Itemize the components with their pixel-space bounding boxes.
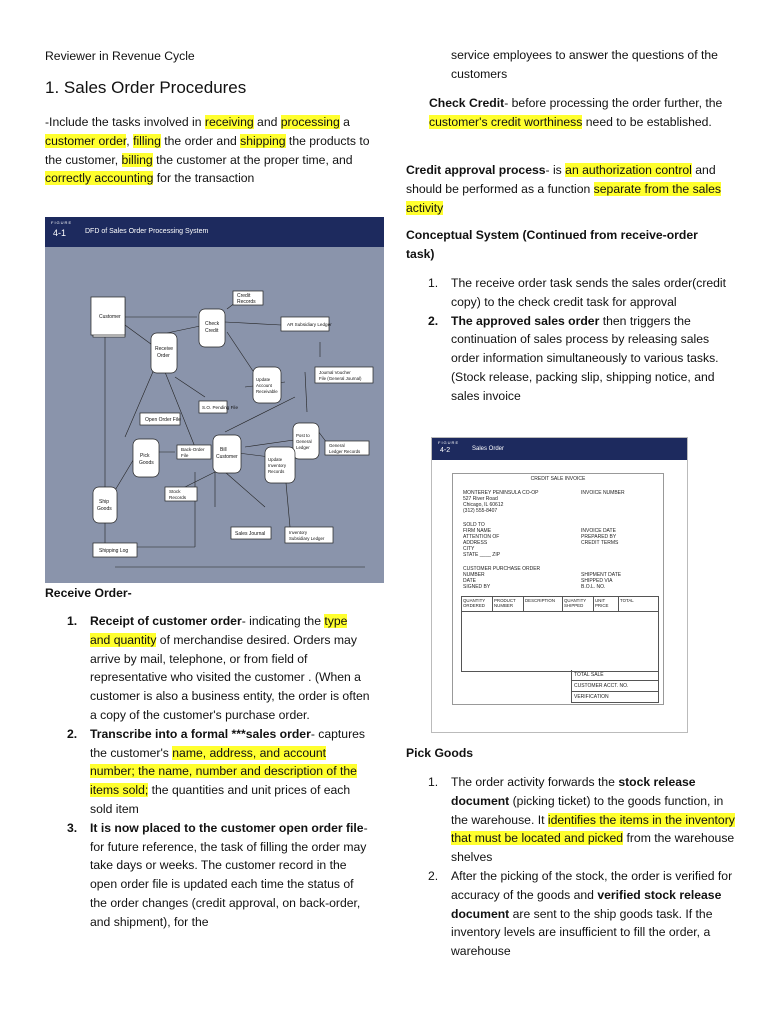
node-pick-goods-2: Goods <box>139 460 154 466</box>
company-street: 527 River Road <box>463 496 498 502</box>
node-inventory-ledger: Inventory <box>289 530 308 535</box>
node-update-inventory-2: Inventory <box>268 463 287 468</box>
conceptual-list <box>406 274 731 406</box>
text-run: need to be established. <box>582 114 712 129</box>
company-name: MONTEREY PENINSULA CO-OP <box>463 490 539 496</box>
list-item <box>406 312 731 406</box>
invoice-table <box>461 596 659 672</box>
node-receive-order-2: Order <box>157 353 170 359</box>
invoice-date-field: INVOICE DATE <box>581 528 616 534</box>
shipment-date-field: SHIPMENT DATE <box>581 572 622 578</box>
text-run: then triggers the continuation of sales process by releasing sales order information simultaneously to various tasks. (Stock release, packing slip, shipping notice, and sales invoice <box>451 313 719 403</box>
node-open-order: Open Order File <box>145 417 181 423</box>
text-run: (picking ticket) to the goods function, in the warehouse. It <box>451 793 724 827</box>
invoice-title: CREDIT SALE INVOICE <box>530 476 586 482</box>
list-item <box>45 725 370 819</box>
text-run: for the transaction <box>153 171 255 186</box>
ship-fields-block <box>581 572 621 590</box>
highlighted-text: separate from the sales activity <box>406 181 722 215</box>
text-run: the customer at the proper time, and <box>152 152 353 167</box>
node-post-gl: Post to <box>296 433 310 438</box>
highlighted-text: an authorization control <box>565 163 692 177</box>
node-journal-voucher-2: File (General Journal) <box>319 376 362 381</box>
figure2-label: FIGURE <box>438 440 460 445</box>
doc-title: Reviewer in Revenue Cycle <box>45 49 195 63</box>
node-customer: Customer <box>99 314 121 320</box>
node-post-gl-2: General <box>296 439 312 444</box>
receive-order-list <box>45 612 370 932</box>
list-item <box>406 274 731 312</box>
node-update-inventory: Update <box>268 457 283 462</box>
node-check-credit: Check <box>205 321 220 327</box>
node-inventory-ledger-2: Subsidiary Ledger <box>289 536 325 541</box>
highlighted-text: customer order <box>45 133 127 148</box>
figure2-number: 4-2 <box>440 447 451 454</box>
node-general-ledger: General <box>329 443 345 448</box>
node-ar-ledger: AR Subsidiary Ledger <box>287 322 332 327</box>
list-item <box>45 819 370 932</box>
node-stock-records-2: Records <box>169 495 187 500</box>
figure-label: FIGURE <box>51 220 73 225</box>
invoice-form <box>452 473 664 705</box>
node-bill-customer-2: Customer <box>216 454 238 460</box>
sold-to-label: SOLD TO <box>463 522 485 528</box>
figure-number: 4-1 <box>53 228 67 238</box>
text-run: the quantities and unit prices of each sold item <box>90 783 351 816</box>
state-zip-field: STATE ____ ZIP <box>463 552 501 558</box>
bold-text: Receipt of customer order <box>90 614 242 628</box>
firm-name-field: FIRM NAME <box>463 528 492 534</box>
text-run: - indicating the <box>241 614 325 628</box>
col-product-number: PRODUCT NUMBER <box>493 597 524 611</box>
bold-text: The approved sales order <box>451 313 600 328</box>
dfd-diagram <box>45 247 384 583</box>
list-item <box>45 612 370 725</box>
company-city: Chicago, IL 60612 <box>463 502 504 508</box>
node-ship-goods-2: Goods <box>97 506 112 512</box>
intro-paragraph <box>45 113 370 188</box>
node-so-pending: S.O. Pending File <box>202 405 239 410</box>
customer-acct-field: CUSTOMER ACCT. NO. <box>572 681 658 692</box>
highlighted-text: customer's credit worthiness <box>429 114 583 129</box>
invoice-footer <box>571 670 659 703</box>
node-credit-records-2: Records <box>237 299 256 305</box>
city-field: CITY <box>463 546 475 552</box>
pick-goods-list <box>406 773 736 961</box>
bold-text: Credit approval process <box>406 163 546 177</box>
node-receive-order: Receive <box>155 346 174 352</box>
highlighted-text: shipping <box>240 133 286 148</box>
node-ship-goods: Ship <box>99 499 110 505</box>
node-update-ar: Update <box>256 377 271 382</box>
highlighted-text: filling <box>133 133 161 148</box>
node-credit-records: Credit <box>237 293 251 299</box>
attention-field: ATTENTION OF <box>463 534 500 540</box>
list-number: 1. <box>67 614 78 628</box>
figure-4-2 <box>431 437 688 733</box>
cpo-number-field: NUMBER <box>463 572 485 578</box>
col-qty-shipped: QUANTITY SHIPPED <box>563 597 594 611</box>
list-number: 3. <box>67 820 78 835</box>
continued-text: service employees to answer the questions of the customers <box>451 48 718 81</box>
col-total: TOTAL <box>620 598 634 603</box>
figure-4-1 <box>45 217 384 583</box>
figure2-title: Sales Order <box>472 446 505 452</box>
text-run: - for future reference, the task of filling the order may take days or weeks. The customer record in the open order file is updated each time the status of the order changes (credit approval, on back-order, and shipment), for the <box>90 820 368 929</box>
text-run: - is <box>545 163 566 177</box>
highlighted-text: type and quantity <box>90 614 348 647</box>
credit-terms-field: CREDIT TERMS <box>581 540 619 546</box>
list-number: 2. <box>67 726 78 741</box>
node-back-order-2: File <box>181 453 189 458</box>
text-run: of merchandise desired. Orders may arrive by mail, telephone, or from field of representative who visited the customer . (When a customer is also a business entity, the order is often a copy of the customer's purchase order. <box>90 632 370 722</box>
company-block <box>463 490 538 514</box>
highlighted-text: name, address, and account number; the name, number and description of the items sold; <box>90 745 357 798</box>
credit-approval-paragraph <box>406 161 736 217</box>
list-number: 1. <box>428 775 439 789</box>
node-journal-voucher: Journal Voucher <box>319 370 351 375</box>
highlighted-text: correctly accounting <box>45 171 154 186</box>
text-run: , <box>126 133 134 148</box>
bold-text: verified stock release document <box>451 887 722 921</box>
figure-header <box>45 217 384 247</box>
text-run: and should be performed as a function <box>406 163 716 196</box>
bold-text: Check Credit <box>429 96 505 110</box>
prepared-by-field: PREPARED BY <box>581 534 617 540</box>
cpo-label: CUSTOMER PURCHASE ORDER <box>463 566 541 572</box>
text-run: from the warehouse shelves <box>451 831 735 865</box>
cpo-block <box>463 566 540 590</box>
node-post-gl-3: Ledger <box>296 445 310 450</box>
node-stock-records: Stock <box>169 489 181 494</box>
highlighted-text: processing <box>280 115 340 129</box>
text-run: and <box>253 115 281 129</box>
col-unit-price: UNIT PRICE <box>594 597 619 611</box>
bold-text: It is now placed to the customer open order file <box>90 820 364 835</box>
company-phone: (312) 555-8407 <box>463 508 498 514</box>
node-general-ledger-2: Ledger Records <box>329 449 361 454</box>
bold-text: stock release document <box>451 775 696 808</box>
invoice-number-field: INVOICE NUMBER <box>581 490 625 496</box>
col-qty-ordered: QUANTITY ORDERED <box>462 597 493 611</box>
list-item <box>406 773 736 867</box>
text-run: the order and <box>160 133 241 148</box>
text-run: - captures the customer's <box>90 726 366 760</box>
invoice-fields-block <box>581 528 618 546</box>
node-update-ar-3: Receivable <box>256 389 278 394</box>
col-description: DESCRIPTION <box>524 597 563 611</box>
shipped-via-field: SHIPPED VIA <box>581 578 613 584</box>
list-number: 2. <box>428 868 439 883</box>
conceptual-heading: Conceptual System (Continued from receive-order task) <box>406 228 698 261</box>
bol-field: B.O.L. NO. <box>581 584 606 590</box>
node-back-order: Back-Order <box>181 447 205 452</box>
text-run: After the picking of the stock, the order is verified for accuracy of the goods and <box>451 868 733 902</box>
text-run: - before processing the order further, the <box>504 96 723 110</box>
receive-order-heading: Receive Order- <box>45 586 132 600</box>
highlighted-text: receiving <box>204 115 254 129</box>
address-field: ADDRESS <box>463 540 488 546</box>
text-run: The order activity forwards the <box>451 775 619 789</box>
node-sales-journal: Sales Journal <box>235 531 266 537</box>
highlighted-text: billing <box>121 152 153 167</box>
text-run: -Include the tasks involved in <box>45 115 205 129</box>
text-run: a <box>339 115 350 129</box>
node-update-inventory-3: Records <box>268 469 285 474</box>
cpo-signed-field: SIGNED BY <box>463 584 491 590</box>
verification-field: VERIFICATION <box>574 694 609 700</box>
total-sale-field: TOTAL SALE <box>572 670 658 681</box>
node-bill-customer: Bill <box>220 447 227 453</box>
check-credit-paragraph <box>429 94 739 132</box>
text-run: are sent to the ship goods task. If the inventory levels are insufficient to fill the order, a warehouse <box>451 906 713 959</box>
cpo-date-field: DATE <box>463 578 476 584</box>
text-run: the products to the customer, <box>45 133 370 167</box>
pick-goods-heading: Pick Goods <box>406 746 474 760</box>
bold-text: Transcribe into a formal ***sales order <box>90 726 311 741</box>
node-check-credit-2: Credit <box>205 328 219 334</box>
list-number: 2. <box>428 313 439 328</box>
list-number: 1. <box>428 276 439 290</box>
text-run: The receive order task sends the sales order(credit copy) to the check credit task for approval <box>451 276 727 309</box>
list-item <box>406 867 736 961</box>
node-shipping-log: Shipping Log <box>99 548 129 554</box>
figure-title: DFD of Sales Order Processing System <box>85 228 209 235</box>
figure2-header <box>432 438 687 460</box>
highlighted-text: identifies the items in the inventory that must be located and picked <box>451 812 735 846</box>
node-update-ar-2: Account <box>256 383 272 388</box>
node-pick-goods: Pick <box>140 453 150 459</box>
sold-to-block <box>463 522 500 558</box>
section-title: 1. Sales Order Procedures <box>45 78 247 97</box>
